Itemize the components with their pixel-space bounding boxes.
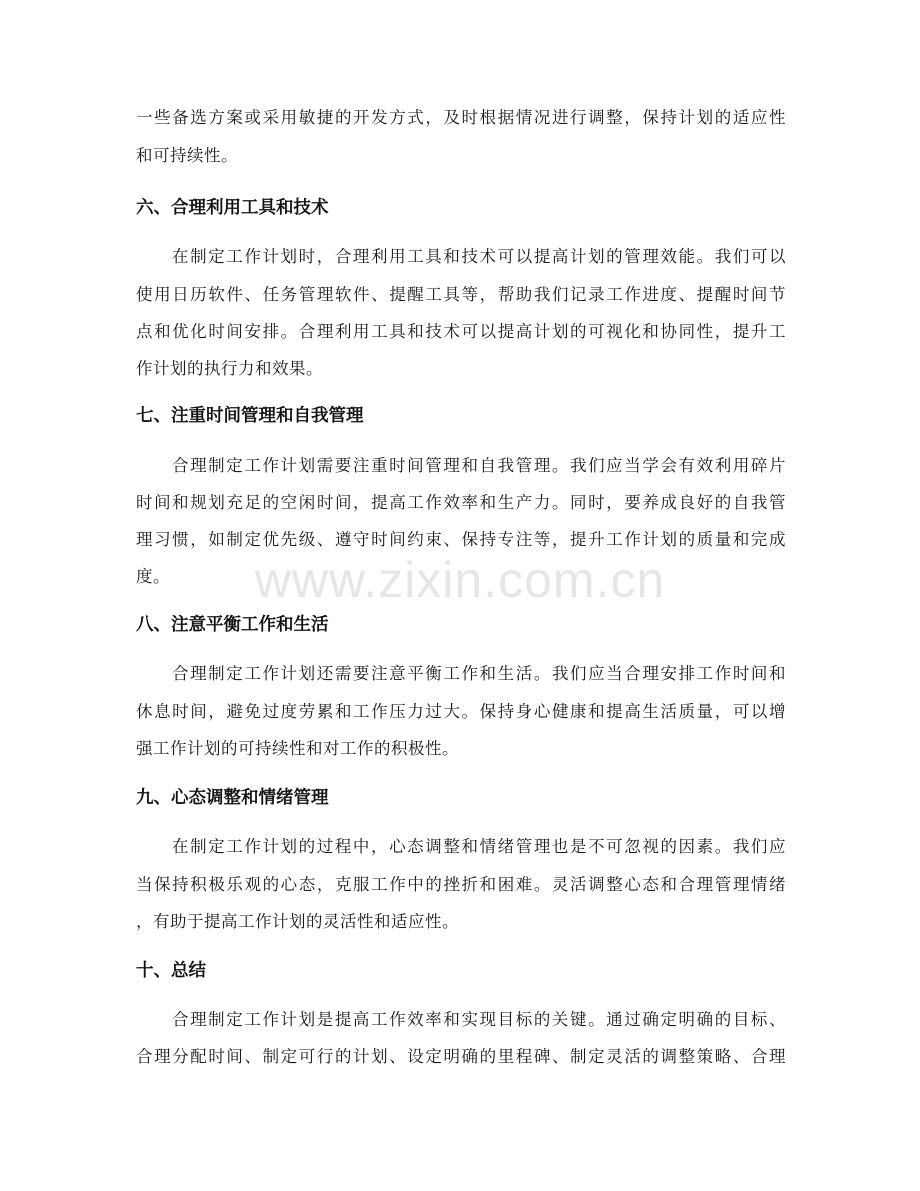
section-heading: 七、注重时间管理和自我管理 xyxy=(136,406,364,426)
paragraph-line: 休息时间，避免过度劳累和工作压力过大。保持身心健康和提高生活质量，可以增 xyxy=(136,702,786,721)
paragraph-line: 在制定工作计划时，合理利用工具和技术可以提高计划的管理效能。我们可以 xyxy=(172,247,786,266)
section-heading: 十、总结 xyxy=(136,961,206,981)
paragraph-line: 合理制定工作计划还需要注意平衡工作和生活。我们应当合理安排工作时间和 xyxy=(172,664,786,683)
section-heading: 九、心态调整和情绪管理 xyxy=(136,788,329,808)
section-heading: 六、合理利用工具和技术 xyxy=(136,198,329,218)
paragraph-line: 度。 xyxy=(136,567,170,586)
section-heading: 八、注意平衡工作和生活 xyxy=(136,615,329,635)
paragraph-line: 一些备选方案或采用敏捷的开发方式，及时根据情况进行调整，保持计划的适应性 xyxy=(136,108,786,127)
paragraph-line: 合理制定工作计划是提高工作效率和实现目标的关键。通过确定明确的目标、 xyxy=(172,1010,786,1029)
paragraph-line: 作计划的执行力和效果。 xyxy=(136,359,323,378)
paragraph-line: ，有助于提高工作计划的灵活性和适应性。 xyxy=(136,912,459,931)
paragraph-line: 当保持积极乐观的心态，克服工作中的挫折和困难。灵活调整心态和合理管理情绪 xyxy=(136,875,786,894)
paragraph-line: 合理制定工作计划需要注重时间管理和自我管理。我们应当学会有效利用碎片 xyxy=(172,456,786,475)
paragraph-line: 时间和规划充足的空闲时间，提高工作效率和生产力。同时，要养成良好的自我管 xyxy=(136,493,786,512)
watermark: www.zixin.com.cn xyxy=(254,552,666,608)
paragraph-line: 使用日历软件、任务管理软件、提醒工具等，帮助我们记录工作进度、提醒时间节 xyxy=(136,285,786,304)
paragraph-line: 合理分配时间、制定可行的计划、设定明确的里程碑、制定灵活的调整策略、合理 xyxy=(136,1047,786,1066)
paragraph-line: 点和优化时间安排。合理利用工具和技术可以提高计划的可视化和协同性，提升工 xyxy=(136,322,786,341)
paragraph-line: 强工作计划的可持续性和对工作的积极性。 xyxy=(136,739,459,758)
paragraph-line: 和可持续性。 xyxy=(136,146,238,165)
paragraph-line: 在制定工作计划的过程中，心态调整和情绪管理也是不可忽视的因素。我们应 xyxy=(172,837,786,856)
paragraph-line: 理习惯，如制定优先级、遵守时间约束、保持专注等，提升工作计划的质量和完成 xyxy=(136,530,786,549)
